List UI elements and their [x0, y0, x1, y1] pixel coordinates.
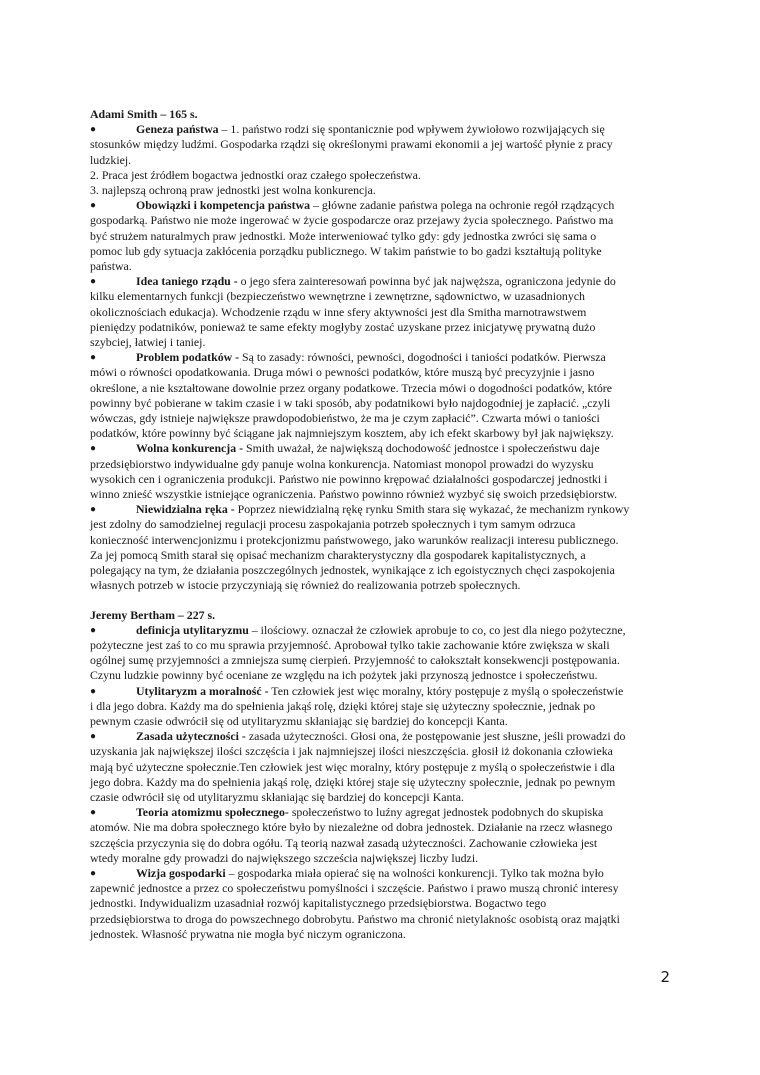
item-term: Geneza państwa	[136, 122, 219, 137]
line-text: o jego sfera zainteresowań powinna być jak najwęższa, ograniczona jedynie do	[237, 274, 616, 289]
text-line	[90, 760, 670, 775]
text-line	[90, 820, 670, 835]
line-text: Smith uważał, że największą dochodowość jednostce i społeczeństwu daje	[243, 441, 600, 456]
text-line	[90, 305, 670, 320]
text-line	[90, 320, 670, 335]
line-text: jednostki. Indywidualizm uzasadniał rozwój kapitalistycznego przedsiębiorstwa. Bogactwo tego	[90, 896, 547, 911]
list-item	[90, 274, 670, 350]
line-text: 2. Praca jest źródłem bogactwa jednostki oraz czałego społeczeństwa.	[90, 167, 421, 182]
text-line	[90, 396, 670, 411]
list-item	[90, 866, 670, 942]
text-line	[90, 472, 670, 487]
line-text: stosunków między ludźmi. Gospodarka rządzi się określonymi prawami ekonomii a jej wartość płynie z pracy	[90, 137, 613, 152]
line-text: zasada użyteczności. Głosi ona, że postępowanie jest słuszne, jeśli prowadzi do	[245, 729, 626, 744]
section-heading-bentham: Jeremy Bertham – 227 s.	[90, 607, 216, 622]
list-item	[90, 198, 670, 274]
list-item	[90, 122, 670, 198]
section-bentham-items	[90, 623, 670, 942]
line-text: wówczas, gdy istnieje największe prawdopodobieństwo, że ma je czym zapłacić”. Czwarta mówi o taniości	[90, 411, 600, 426]
line-text: ludzkiej.	[90, 152, 132, 167]
text-line	[90, 668, 670, 683]
text-line	[90, 335, 670, 350]
item-term: Obowiązki i kompetencja państwa	[136, 198, 311, 213]
list-item	[90, 805, 670, 866]
text-line	[90, 137, 670, 152]
line-text: państwa.	[90, 259, 132, 274]
line-text: pewnym czasie odwrócił się od utylitaryzmu skłaniając się bardziej do koncepcji Kanta.	[90, 713, 508, 728]
text-line	[90, 153, 670, 168]
line-text: społeczeństwo to luźny agregat jednostek podobnych do skupiska	[288, 805, 604, 820]
item-term: definicja utylitaryzmu	[136, 622, 249, 637]
text-line	[90, 684, 670, 699]
list-item	[90, 502, 670, 593]
text-line	[90, 744, 670, 759]
bullet-icon: ●	[90, 124, 97, 136]
text-line	[90, 517, 670, 532]
item-term: Problem podatków -	[136, 350, 240, 365]
line-text: pieniędzy podatników, ponieważ te same efekty mogłyby zostać uzyskane przez inicjatywę prywatną dużo	[90, 319, 596, 334]
text-line	[90, 912, 670, 927]
line-text: jego dobra. Każdy ma do spełnienia jakąś rolę, dzięki której staje się użyteczny społecznie, jednak po pewnym	[90, 774, 616, 789]
line-text: Poprzez niewidzialną rękę rynku Smith stara się wykazać, że mechanizm rynkowy	[234, 502, 630, 517]
bullet-icon: ●	[90, 504, 97, 516]
line-text: i dla jego dobra. Każdy ma do spełnienia jakąś rolę, dzięki której staje się użyteczny społecznie, jednak po	[90, 698, 596, 713]
text-line	[90, 244, 670, 259]
text-line	[90, 259, 670, 274]
line-text: – gospodarka miała opierać się na wolności konkurencji. Tylko tak można było	[225, 865, 604, 880]
line-text: wysokich cen i ograniczenia produkcji. Państwo nie powinno krępować działalności gospodarczej jednostki i	[90, 471, 608, 486]
line-text: przedsiębiorstwo indywidualne gdy panuje wolna konkurencja. Natomiast monopol prowadzi do wyzysku	[90, 456, 594, 471]
line-text: – główne zadanie państwa polega na ochronie regół rządzących	[310, 198, 615, 213]
text-line	[90, 411, 670, 426]
line-text: uzyskania jak największej ilości szczęścia i jak najmniejszej ilości nieszczęścia. głosił iż dokonania człowieka	[90, 744, 613, 759]
line-text: jednostek. Własność prywatna nie mogła być niczym ograniczona.	[90, 926, 406, 941]
text-line	[90, 729, 670, 744]
bullet-icon: ●	[90, 731, 97, 743]
text-line	[90, 851, 670, 866]
line-text: kilku elementarnych funkcji (bezpieczeństwo wewnętrzne i zewnętrzne, sądownictwo, w uzasadnionych	[90, 289, 585, 304]
line-text: powinny być pobierane w takim czasie i w taki sposób, aby podatnikowi było najdogodniej je zapłacić. „czyli	[90, 395, 611, 410]
line-text: jest zdolny do samodzielnej regulacji procesu zaspokajania potrzeb społecznych i tym samym odrzuca	[90, 517, 576, 532]
text-line	[90, 927, 670, 942]
line-text: przedsiębiorstwa to droga do powszechnego dobrobytu. Państwo ma chronić nietylaknośc osobistą oraz majątki	[90, 911, 620, 926]
text-line	[90, 213, 670, 228]
list-item	[90, 729, 670, 805]
line-text: konieczność interwencjonizmu i protekcjonizmu państwowego, jako warunków realizacji interesu publicznego.	[90, 532, 619, 547]
bullet-icon: ●	[90, 807, 97, 819]
line-text: określone, a nie kształtowane dowolnie przez organy podatkowe. Trzecia mówi o dogodności podatków, które	[90, 380, 612, 395]
line-text: mówi o równości opodatkowania. Druga mówi o pewności podatków, które muszą być precyzyjnie i jasno	[90, 365, 595, 380]
line-text: atomów. Nie ma dobra społecznego które było by niezależne od dobra jednostek. Działanie na rzecz własnego	[90, 820, 613, 835]
line-text: – ilościowy. oznaczał że człowiek aprobuje to co, co jest dla niego pożyteczne,	[248, 622, 626, 637]
bullet-icon: ●	[90, 443, 97, 455]
bullet-icon: ●	[90, 685, 97, 697]
bullet-icon: ●	[90, 200, 97, 212]
list-item	[90, 623, 670, 684]
item-term: Wolna konkurencja -	[136, 441, 244, 456]
text-line	[90, 502, 670, 517]
list-item	[90, 684, 670, 730]
text-line	[90, 183, 670, 198]
text-line	[90, 790, 670, 805]
text-line	[90, 198, 670, 213]
text-line	[90, 653, 670, 668]
line-text: szybciej, łatwiej i taniej.	[90, 335, 206, 350]
text-line	[90, 289, 670, 304]
page-number: 2	[660, 968, 670, 986]
line-text: szczęścia przyczynia się do dobra ogółu. Tą teorią nazwał zasadą użyteczności. Zachowanie człowieka jest	[90, 835, 598, 850]
line-text: mają być użyteczne społecznie.Ten człowiek jest więc moralny, który postępuje z myślą o społeczeństwie i dla	[90, 759, 615, 774]
line-text: wtedy moralne gdy prowadzi do największego szcześcia największej liczby ludzi.	[90, 850, 479, 865]
item-term: Utylitaryzm a moralność -	[136, 683, 269, 698]
text-line	[90, 229, 670, 244]
line-text: własnych potrzeb w istocie przyczyniają się również do realizowania potrzeb społecznych.	[90, 578, 521, 593]
text-line	[90, 487, 670, 502]
text-line	[90, 638, 670, 653]
line-text: pomoc lub gdy sytuacja zakłócenia porządku publicznego. W takim państwie to bo gadzi kształtują polityke	[90, 243, 602, 258]
text-line	[90, 533, 670, 548]
document-page	[90, 107, 670, 942]
line-text: Za jej pomocą Smith starał się opisać mechanizm charakterystyczny dla gospodarek kapitalistycznych, a	[90, 547, 586, 562]
list-item	[90, 350, 670, 441]
text-line	[90, 836, 670, 851]
bullet-icon: ●	[90, 867, 97, 879]
line-text: pożyteczne jest zaś to co mu sprawia przyjemność. Aprobował tylko takie zachowanie które zwiększa w skali	[90, 637, 610, 652]
text-line	[90, 563, 670, 578]
item-term: Teoria atomizmu społecznego-	[136, 805, 289, 820]
line-text: 3. najlepszą ochroną praw jednostki jest wolna konkurencja.	[90, 183, 376, 198]
text-line	[90, 122, 670, 137]
line-text: być strużem naturalmych praw jednostki. Może interweniować tylko gdy: gdy jednostka zwróci się sama o	[90, 228, 597, 243]
text-line	[90, 896, 670, 911]
section-gap	[90, 594, 670, 608]
text-line	[90, 441, 670, 456]
item-term: Idea taniego rządu -	[136, 274, 238, 289]
line-text: Ten człowiek jest więc moralny, który postępuje z myślą o społeczeństwie	[268, 683, 624, 698]
bullet-icon: ●	[90, 276, 97, 288]
line-text: podatków, które powinny być ściągane jak najmniejszym kosztem, aby ich efekt skarbowy był jak największy.	[90, 426, 614, 441]
bullet-icon: ●	[90, 352, 97, 364]
section-heading-smith: Adami Smith – 165 s.	[90, 107, 198, 121]
item-term: Niewidzialna ręka -	[136, 502, 235, 517]
line-text: Czynu ludzkie powinny być oceniane ze względu na ich pożytek jaki przynoszą jednostce i społeczeństwu.	[90, 668, 598, 683]
line-text: ogólnej sumę przyjemności a zmniejsza sumę cierpień. Przyjemność to całokształt konsekwencji postępowania.	[90, 653, 620, 668]
text-line	[90, 775, 670, 790]
line-text: czasie odwrócił się od utylitaryzmu skłaniając się bardziej do koncepcji Kanta.	[90, 789, 464, 804]
text-line	[90, 350, 670, 365]
list-item	[90, 441, 670, 502]
text-line	[90, 548, 670, 563]
text-line	[90, 168, 670, 183]
section-smith-items	[90, 122, 670, 593]
item-term: Wizja gospodarki	[136, 865, 226, 880]
text-line	[90, 457, 670, 472]
line-text: gospodarką. Państwo nie może ingerować w życie gospodarcze oraz przejawy życia społecznego. Państwo ma	[90, 213, 614, 228]
text-line	[90, 805, 670, 820]
text-line	[90, 881, 670, 896]
text-line	[90, 274, 670, 289]
line-text: zapewnić jednostce a przez co społeczeństwu pomyślności i szczęście. Państwo i prawo muszą chronić interesy	[90, 881, 619, 896]
line-text: – 1. państwo rodzi się spontanicznie pod wpływem żywiołowo rozwijających się	[218, 122, 605, 137]
text-line	[90, 623, 670, 638]
line-text: winno znieść wszystkie istniejące ograniczenia. Państwo powinno również wyzbyć się swoich przedsiębiorstw.	[90, 487, 618, 502]
line-text: okolicznościach edukacja). Wchodzenie rządu w inne sfery aktywności jest dla Smitha marnotrawstwem	[90, 304, 587, 319]
line-text: polegający na tym, że działania poszczególnych jednostek, wynikające z ich egoistycznych chęci zaspokojenia	[90, 563, 615, 578]
item-term: Zasada użyteczności -	[136, 729, 246, 744]
text-line	[90, 381, 670, 396]
text-line	[90, 426, 670, 441]
text-line	[90, 578, 670, 593]
bullet-icon: ●	[90, 624, 97, 636]
text-line	[90, 365, 670, 380]
line-text: Są to zasady: równości, pewności, dogodności i taniości podatków. Pierwsza	[239, 350, 606, 365]
text-line	[90, 699, 670, 714]
text-line	[90, 866, 670, 881]
text-line	[90, 714, 670, 729]
